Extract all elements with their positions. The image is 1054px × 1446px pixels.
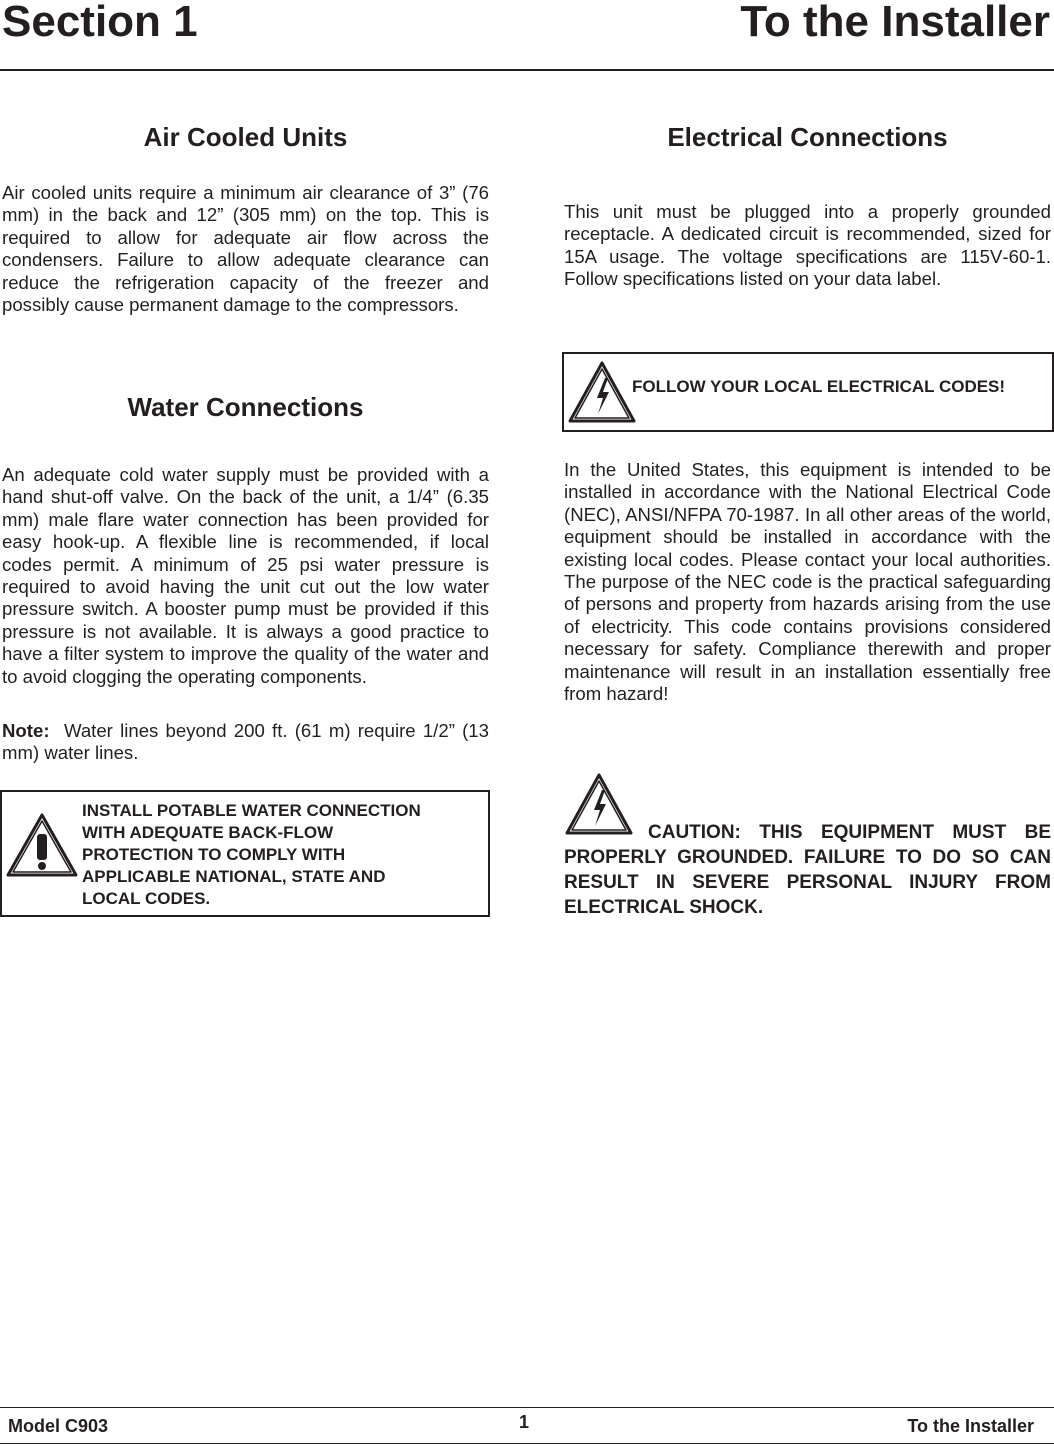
note-label: Note: [2, 720, 50, 741]
header-rule [0, 69, 1054, 71]
water-note [2, 720, 489, 765]
water-connections-paragraph: An adequate cold water supply must be provided with a hand shut-off valve. On the back of the unit, a 1/4” (6.35 mm) male flare water connection has been provided for easy hook-up. A flexible line is recommended, if local codes permit. A minimum of 25 psi water pressure is required to avoid having the unit cut out the low water pressure switch. A booster pump must be provided if this pressure is not available. It is always a good practice to have a filter system to improve the quality of the water and to avoid clogging the operating components. [2, 464, 489, 687]
warning-line-3: PROTECTION TO COMPLY WITH [82, 845, 346, 864]
footer-title: To the Installer [907, 1416, 1034, 1436]
footer-rule-top [0, 1407, 1054, 1408]
air-cooled-heading: Air Cooled Units [143, 122, 348, 152]
water-connections-heading: Water Connections [127, 392, 364, 422]
section-number: Section 1 [2, 0, 198, 46]
footer-rule-bottom [0, 1443, 1054, 1444]
footer-model: Model C903 [8, 1416, 109, 1436]
page-title: To the Installer [740, 0, 1050, 46]
electrical-paragraph: This unit must be plugged into a properly grounded receptacle. A dedicated circuit is recommended, sized for 15A usage. The voltage specifications are 115V‑60‑1. Follow specifications listed on your data label. [564, 201, 1051, 290]
electrical-codes-text: FOLLOW YOUR LOCAL ELECTRICAL CODES! [632, 377, 1006, 396]
electrical-codes-box [562, 352, 1054, 432]
nec-paragraph: In the United States, this equipment is intended to be installed in accordance with the National Electrical Code (NEC), ANSI/NFPA 70‑1987. In all other areas of the world, equipment should be installed in accordance with the existing local codes. Please contact your local authorities. The purpose of the NEC code is the practical safeguarding of persons and property from hazards arising from the use of electricity. This code contains provisions considered necessary for safety. Compliance therewith and proper maintenance will result in an installation essentially free from hazard! [564, 459, 1051, 705]
potable-water-warning-box [0, 790, 490, 917]
grounding-caution: CAUTION: THIS EQUIPMENT MUST BE PROPERLY GROUNDED. FAILURE TO DO SO CAN RESULT IN SEVERE PERSONAL INJURY FROM ELECTRICAL SHOCK. [564, 822, 1051, 918]
warning-line-5: LOCAL CODES. [82, 889, 211, 908]
warning-line-4: APPLICABLE NATIONAL, STATE AND [82, 867, 386, 886]
warning-line-2: WITH ADEQUATE BACK‑FLOW [82, 823, 334, 842]
electrical-hazard-icon [567, 360, 637, 424]
air-cooled-paragraph: Air cooled units require a minimum air clearance of 3” (76 mm) in the back and 12” (305 mm) on the top. This is required to allow for adequate air flow across the condensers. Failure to allow adequate clearance can reduce the refrigeration capacity of the freezer and possibly cause permanent damage to the compressors. [2, 182, 489, 316]
warning-line-1: INSTALL POTABLE WATER CONNECTION [82, 801, 421, 820]
note-text: Water lines beyond 200 ft. (61 m) require 1/2” (13 mm) water lines. [2, 720, 489, 764]
electrical-connections-heading: Electrical Connections [667, 122, 948, 152]
footer-page-number: 1 [519, 1412, 530, 1432]
exclamation-warning-icon [5, 812, 79, 878]
